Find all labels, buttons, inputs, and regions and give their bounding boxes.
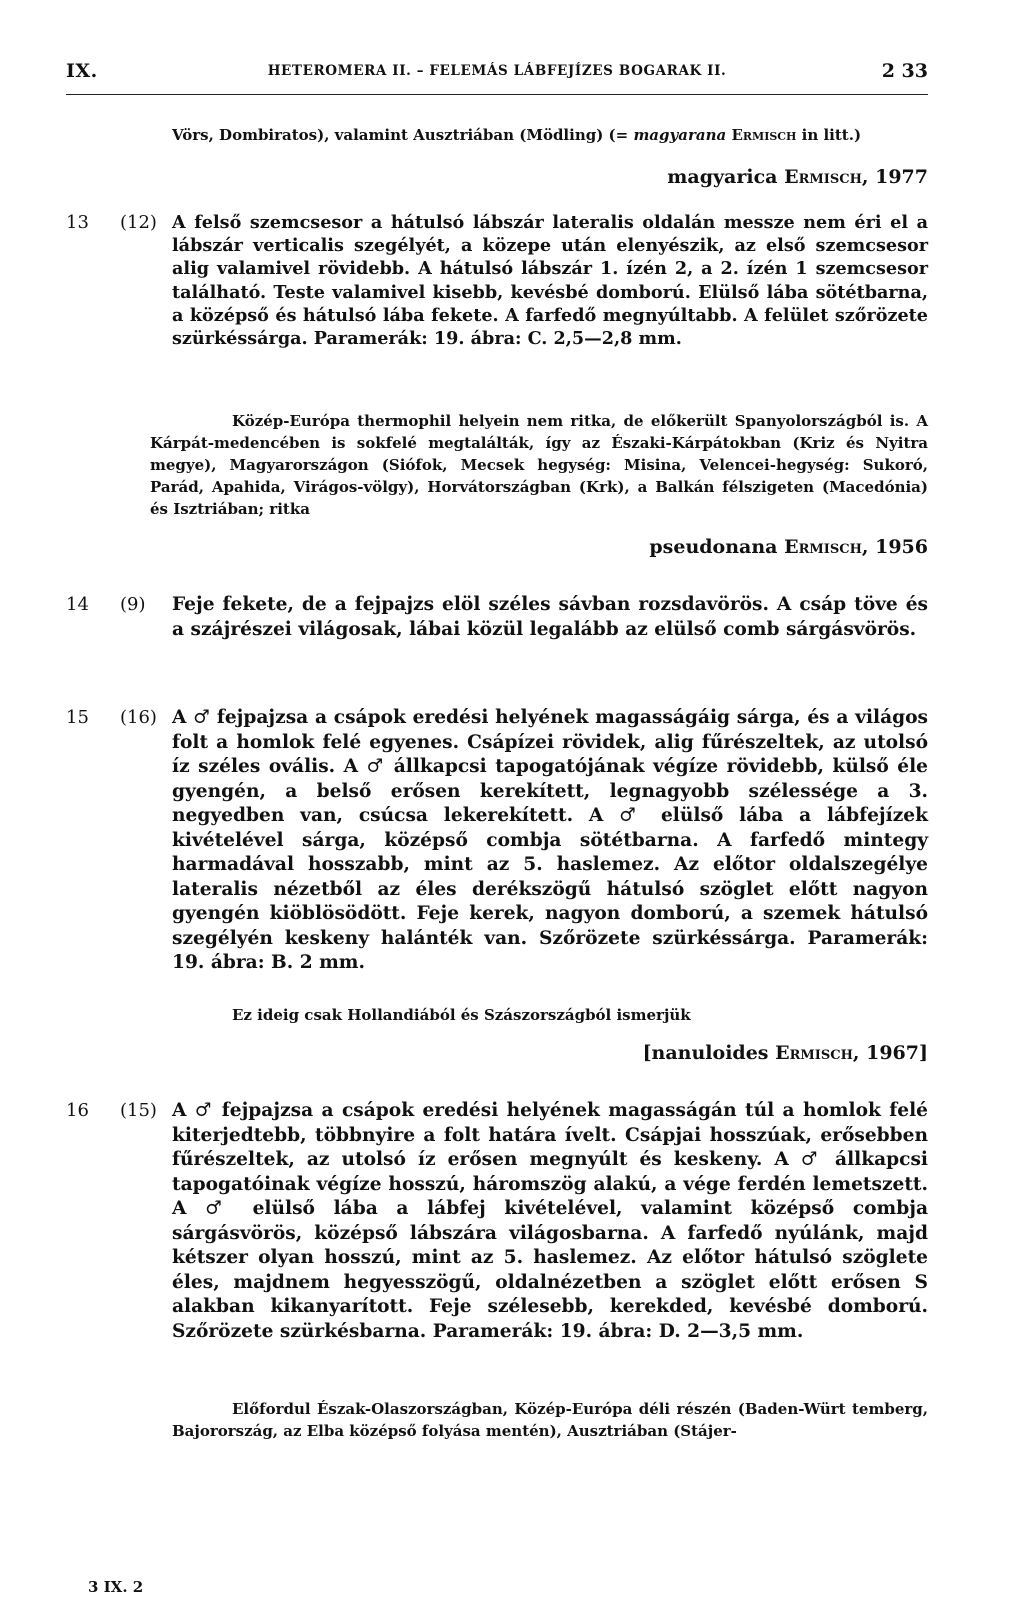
couplet-14-text: Feje fekete, de a fejpajzs elöl széles sávban rozsdavörös. A csáp töve és a szájrészei világosak, lábai közül legalább az elülső comb sárgásvörös.	[172, 594, 928, 640]
species-year: , 1977	[861, 166, 928, 188]
species-year: , 1956	[861, 536, 928, 558]
species-heading-pseudonana	[649, 536, 928, 558]
species-author: Ermisch	[775, 1042, 853, 1064]
couplet-reference: (16)	[120, 707, 157, 728]
signature-mark: 3 IX. 2	[88, 1578, 144, 1596]
intro-text-a: Vörs, Dombiratos), valamint Ausztriában (Mödling) (=	[172, 126, 634, 144]
species-name: pseudonana	[649, 536, 778, 558]
running-header	[66, 60, 928, 88]
species-year: , 1967]	[852, 1042, 928, 1064]
couplet-number: 14	[66, 594, 89, 615]
page-number: 2 33	[881, 60, 928, 82]
species-name: [nanuloides	[642, 1042, 769, 1064]
running-title: HETEROMERA II. – FELEMÁS LÁBFEJÍZES BOGARAK II.	[267, 63, 727, 79]
synonym-name: magyarana	[633, 126, 727, 144]
couplet-13-text: A felső szemcsesor a hátulsó lábszár lateralis oldalán messze nem éri el a lábszár verticalis szegélyét, a közepe után elenyészik, az első szemcsesor alig valamivel rövidebb. A hátulsó lábszár 1. ízén 2, a 2. ízén 1 szemcsesor található. Teste valamivel kisebb, kevésbé domború. Elülső lába sötétbarna, a középső és hátulsó lába fekete. A farfedő megnyúltabb. A felület szőrözete szürkéssárga. Paramerák: 19. ábra: C. 2,5—2,8 mm.	[172, 212, 928, 350]
species-author: Ermisch	[784, 536, 862, 558]
synonym-author: Ermisch	[731, 126, 797, 144]
couplet-number: 15	[66, 707, 89, 728]
intro-paragraph	[172, 124, 928, 146]
couplet-reference: (15)	[120, 1100, 157, 1121]
couplet-reference: (12)	[120, 212, 157, 233]
couplet-16-text: A ♂ fejpajzsa a csápok eredési helyének magasságán túl a homlok felé kiterjedtebb, többnyire a folt határa ívelt. Csápjai hosszúak, erősebben fűrészeltek, az utolsó íz erősen megnyúlt és keskeny. A ♂ állkapcsi tapogatóinak végíze hosszú, háromszög alakú, a vége ferdén lemetszett. A ♂ elülső lába a lábfej kivételével, valamint középső combja sárgásvörös, középső lábszára világosbarna. A farfedő nyúlánk, majd kétszer olyan hosszú, mint az 5. haslemez. Az előtor hátulsó szöglete éles, majdnem hegyesszögű, oldalnézetben a szöglet előtt erősen S alakban kikanyarított. Feje szélesebb, kerekded, kevésbé domború. Szőrözete szürkésbarna. Paramerák: 19. ábra: D. 2—3,5 mm.	[172, 1100, 928, 1342]
couplet-15-distribution: Ez ideig csak Hollandiából és Szászországból ismerjük	[232, 1006, 691, 1024]
header-rule	[66, 94, 928, 95]
species-name: magyarica	[667, 166, 778, 188]
couplet-number: 13	[66, 212, 89, 233]
couplet-number: 16	[66, 1100, 89, 1121]
couplet-15-text: A ♂ fejpajzsa a csápok eredési helyének magasságáig sárga, és a világos folt a homlok felé egyenes. Csápízei rövidek, alig fűrészeltek, az utolsó íz széles ovális. A ♂ állkapcsi tapogatójának végíze rövidebb, külső éle gyengén, a belső erősen kerekített, legnagyobb szélessége a 3. negyedben van, csúcsa lekerekített. A ♂ elülső lába a lábfejízek kivételével sárga, középső combja sötétbarna. A farfedő mintegy harmadával hosszabb, mint az 5. haslemez. Az előtor oldalszegélye lateralis nézetből az éles derékszögű hátulsó szöglet előtt nagyon gyengén kiöblösödött. Feje kerek, nagyon domború, a szemek hátulsó szegélyén keskeny halánték van. Szőrözete szürkéssárga. Paramerák: 19. ábra: B. 2 mm.	[172, 707, 928, 973]
couplet-reference: (9)	[120, 594, 146, 615]
chapter-number: IX.	[66, 60, 98, 82]
species-heading-nanuloides	[643, 1042, 928, 1064]
intro-text-b: in litt.)	[796, 126, 862, 144]
couplet-13-distribution: Közép-Európa thermophil helyein nem ritka, de előkerült Spanyolországból is. A Kárpát-medencében is sokfelé megtalálták, így az Északi-Kárpátokban (Kriz és Nyitra megye), Magyarországon (Siófok, Mecsek hegység: Misina, Velencei-hegység: Sukoró, Parád, Apahida, Virágos-völgy), Horvátországban (Krk), a Balkán félszigeten (Macedónia) és Isztriában; ritka	[150, 412, 928, 518]
species-author: Ermisch	[784, 166, 862, 188]
couplet-16-distribution: Előfordul Észak-Olaszországban, Közép-Európa déli részén (Baden-Würt temberg, Bajorország, az Elba középső folyása mentén), Ausztriában (Stájer-	[172, 1400, 928, 1440]
species-heading-magyarica	[667, 166, 928, 188]
